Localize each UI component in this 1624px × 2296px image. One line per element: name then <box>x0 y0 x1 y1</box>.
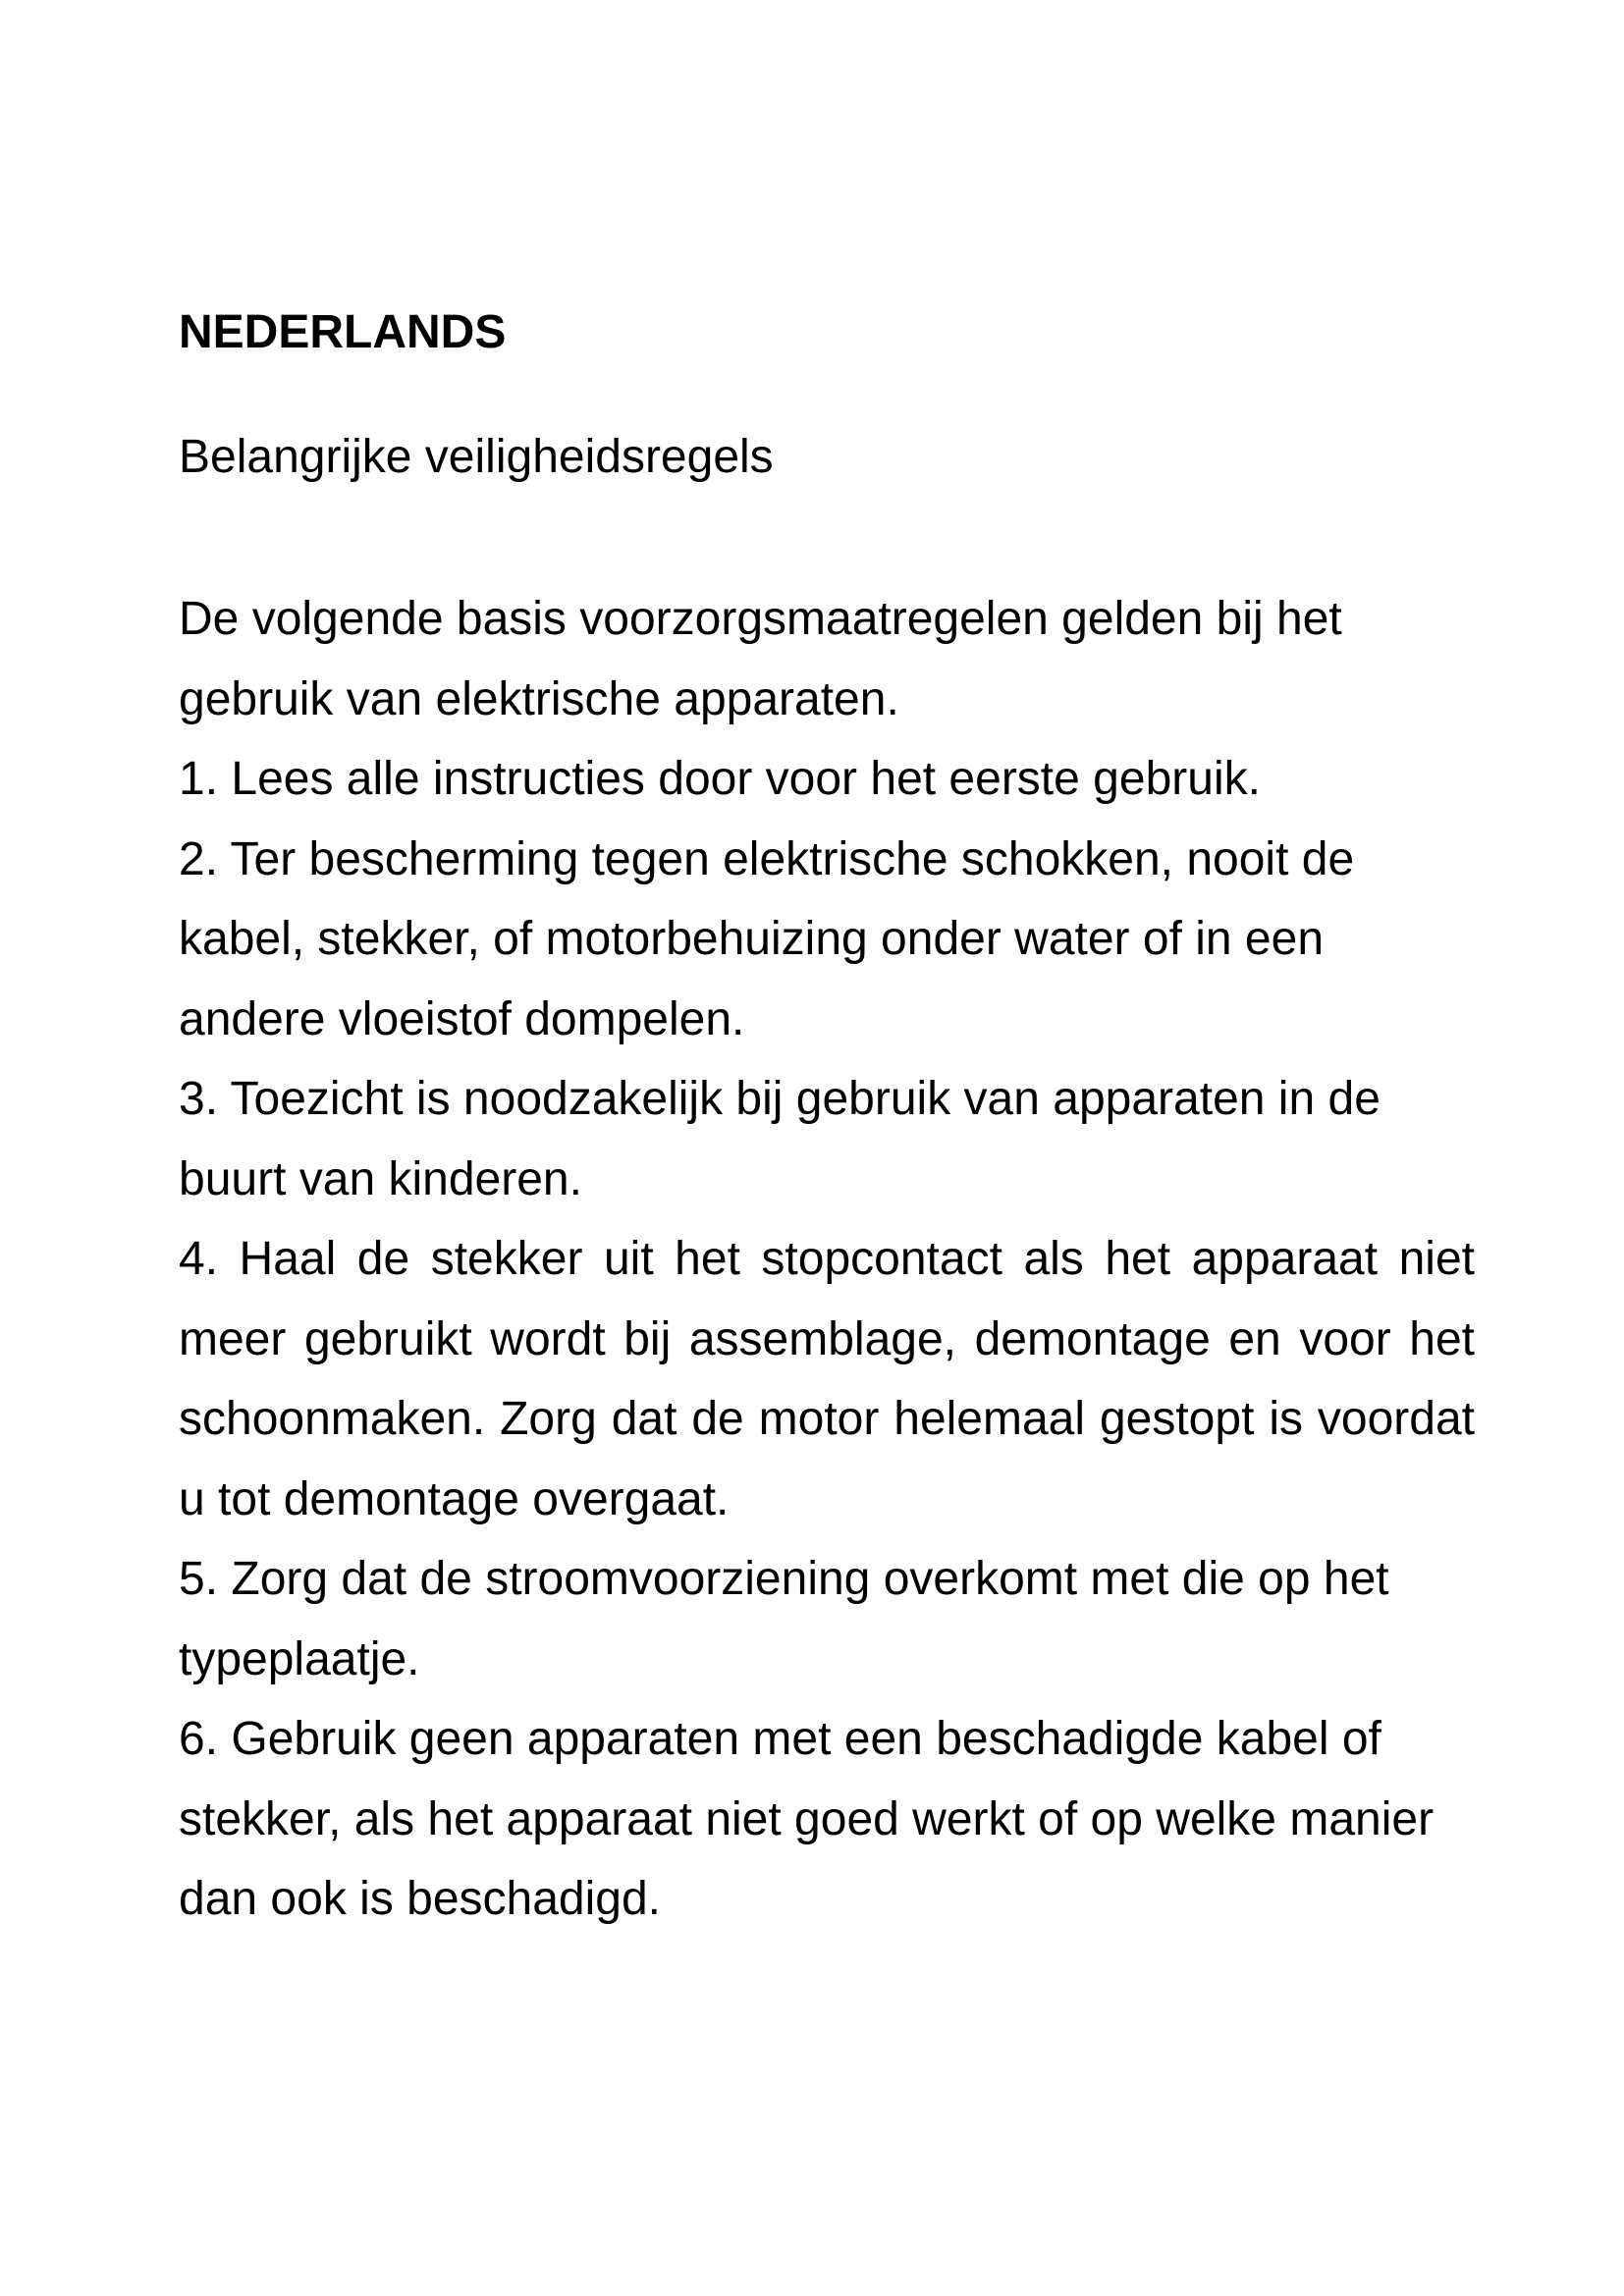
page-title: NEDERLANDS <box>179 306 507 358</box>
rule-item-6: 6. Gebruik geen apparaten met een beschadigde kabel of stekker, als het apparaat niet goed werkt of op welke manier dan ook is beschadigd. <box>179 1713 1435 1925</box>
rule-item-1: 1. Lees alle instructies door voor het eerste gebruik. <box>179 753 1261 805</box>
section-subtitle: Belangrijke veiligheidsregels <box>179 431 774 483</box>
safety-rules-body <box>179 579 1475 1940</box>
rule-item-5: 5. Zorg dat de stroomvoorziening overkomt met die op het typeplaatje. <box>179 1553 1389 1685</box>
rule-item-4: 4. Haal de stekker uit het stopcontact als het apparaat niet meer gebruikt wordt bij assemblage, demontage en voor het schoonmaken. Zorg dat de motor helemaal gestopt is voordat u tot demontage overgaat. <box>179 1233 1475 1525</box>
rule-item-3: 3. Toezicht is noodzakelijk bij gebruik van apparaten in de buurt van kinderen. <box>179 1073 1380 1205</box>
rule-item-2: 2. Ter bescherming tegen elektrische schokken, nooit de kabel, stekker, of motorbehuizing onder water of in een andere vloeistof dompelen. <box>179 832 1355 1045</box>
intro-paragraph: De volgende basis voorzorgsmaatregelen gelden bij het gebruik van elektrische apparaten. <box>179 593 1342 725</box>
